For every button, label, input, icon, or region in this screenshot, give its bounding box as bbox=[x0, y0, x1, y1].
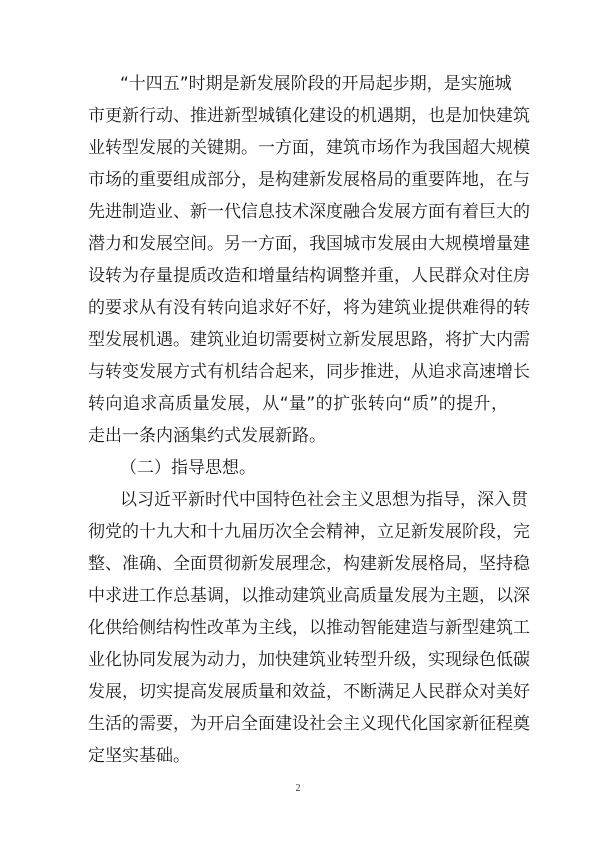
paragraph-2-line-8: 生活的需要，为开启全面建设社会主义现代化国家新征程奠 bbox=[88, 714, 530, 734]
paragraph-2-line-6: 业化协同发展为动力，加快建筑业转型升级，实现绿色低碳 bbox=[88, 650, 530, 670]
paragraph-1-line-6: 潜力和发展空间。另一方面，我国城市发展由大规模增量建 bbox=[88, 234, 530, 254]
paragraph-2-line-4: 中求进工作总基调，以推动建筑业高质量发展为主题，以深 bbox=[88, 586, 530, 606]
paragraph-1-line-4: 市场的重要组成部分，是构建新发展格局的重要阵地，在与 bbox=[88, 170, 530, 190]
page-number: 2 bbox=[295, 783, 301, 794]
paragraph-2-line-7: 发展，切实提高发展质量和效益，不断满足人民群众对美好 bbox=[88, 682, 530, 702]
paragraph-2-line-5: 化供给侧结构性改革为主线，以推动智能建造与新型建筑工 bbox=[88, 618, 530, 638]
paragraph-1-line-10: 与转变发展方式有机结合起来，同步推进，从追求高速增长 bbox=[88, 362, 530, 382]
paragraph-1-line-11: 转向追求高质量发展，从“量”的扩张转向“质”的提升， bbox=[88, 394, 508, 414]
paragraph-1-line-2: 市更新行动、推进新型城镇化建设的机遇期，也是加快建筑 bbox=[88, 106, 530, 126]
paragraph-1-line-3: 业转型发展的关键期。一方面，建筑市场作为我国超大规模 bbox=[88, 138, 530, 158]
paragraph-2-line-2: 彻党的十九大和十九届历次全会精神，立足新发展阶段，完 bbox=[88, 522, 530, 542]
paragraph-1-line-12: 走出一条内涵集约式发展新路。 bbox=[88, 426, 326, 446]
paragraph-1-line-8: 的要求从有没有转向追求好不好，将为建筑业提供难得的转 bbox=[88, 298, 530, 318]
paragraph-1-line-9: 型发展机遇。建筑业迫切需要树立新发展思路，将扩大内需 bbox=[88, 330, 530, 350]
paragraph-1-line-5: 先进制造业、新一代信息技术深度融合发展方面有着巨大的 bbox=[88, 202, 530, 222]
paragraph-1-line-7: 设转为存量提质改造和增量结构调整并重，人民群众对住房 bbox=[88, 266, 530, 286]
section-heading: （二）指导思想。 bbox=[120, 458, 256, 478]
paragraph-2-line-3: 整、准确、全面贯彻新发展理念，构建新发展格局，坚持稳 bbox=[88, 554, 530, 574]
paragraph-1-line-1: “十四五”时期是新发展阶段的开局起步期，是实施城 bbox=[120, 74, 512, 94]
paragraph-2-line-1: 以习近平新时代中国特色社会主义思想为指导，深入贯 bbox=[120, 490, 528, 510]
paragraph-2-line-9: 定坚实基础。 bbox=[88, 746, 190, 766]
